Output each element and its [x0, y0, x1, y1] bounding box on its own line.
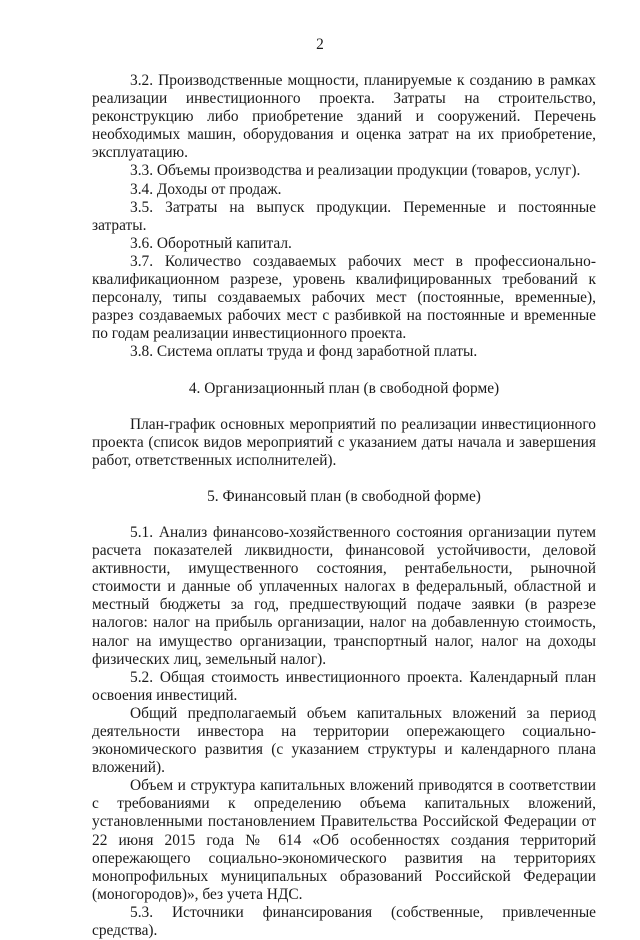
paragraph-3-3: 3.3. Объемы производства и реализации продукции (товаров, услуг).	[130, 162, 581, 180]
paragraph-3-4: 3.4. Доходы от продаж.	[130, 180, 282, 198]
paragraph-5-1: 5.1. Анализ финансово-хозяйственного состояния организации путем расчета показателей ликвидности, финансовой устойчивости, деловой активности, имущественного состояния, рентабельности, рыночной стоимости и данные об уплаченных налогах в федеральный, областной и местный бюджеты за год, предшествующий подаче заявки (в разрезе налогов: налог на прибыль организации, налог на добавленную стоимость, налог на имущество организации, транспортный налог, налог на доходы физических лиц, земельный налог).	[92, 523, 596, 668]
paragraph-capital-structure: Объем и структура капитальных вложений приводятся в соответствии с требованиями к определению объема капитальных вложений, установленными постановлением Правительства Российской Федерации от 22 июня 2015 года № 614 «Об особенностях создания территорий опережающего социально-экономического развития на территориях монопрофильных муниципальных образований Российской Федерации (моногородов)», без учета НДС.	[92, 777, 596, 903]
paragraph-3-5: 3.5. Затраты на выпуск продукции. Переменные и постоянные затраты.	[92, 198, 596, 234]
document-body	[92, 72, 596, 940]
paragraph-3-6: 3.6. Оборотный капитал.	[130, 234, 292, 252]
paragraph-5-3: 5.3. Источники финансирования (собственные, привлеченные средства).	[92, 903, 596, 940]
paragraph-capital-volume: Общий предполагаемый объем капитальных вложений за период деятельности инвестора на территории опережающего социально-экономического развития (с указанием структуры и календарного плана вложений).	[92, 704, 596, 777]
section-heading-5: 5. Финансовый план (в свободной форме)	[207, 487, 481, 505]
paragraph-3-8: 3.8. Система оплаты труда и фонд заработной платы.	[130, 343, 478, 361]
paragraph-3-7: 3.7. Количество создаваемых рабочих мест в профессионально-квалификационном разрезе, уровень квалифицированных требований к персоналу, типы создаваемых рабочих мест (постоянные, временные), разрез создаваемых рабочих мест с разбивкой на постоянные и временные по годам реализации инвестиционного проекта.	[92, 252, 596, 343]
section-heading-4: 4. Организационный план (в свободной форме)	[188, 379, 500, 397]
page-number: 2	[316, 36, 324, 53]
paragraph-5-2: 5.2. Общая стоимость инвестиционного проекта. Календарный план освоения инвестиций.	[92, 668, 596, 704]
paragraph-3-2: 3.2. Производственные мощности, планируемые к созданию в рамках реализации инвестиционного проекта. Затраты на строительство, реконструкцию либо приобретение зданий и сооружений. Перечень необходимых машин, оборудования и оценка затрат на их приобретение, эксплуатацию.	[92, 72, 596, 162]
paragraph-4-plan: План-график основных мероприятий по реализации инвестиционного проекта (список видов мероприятий с указанием даты начала и завершения работ, ответственных исполнителей).	[92, 415, 596, 469]
